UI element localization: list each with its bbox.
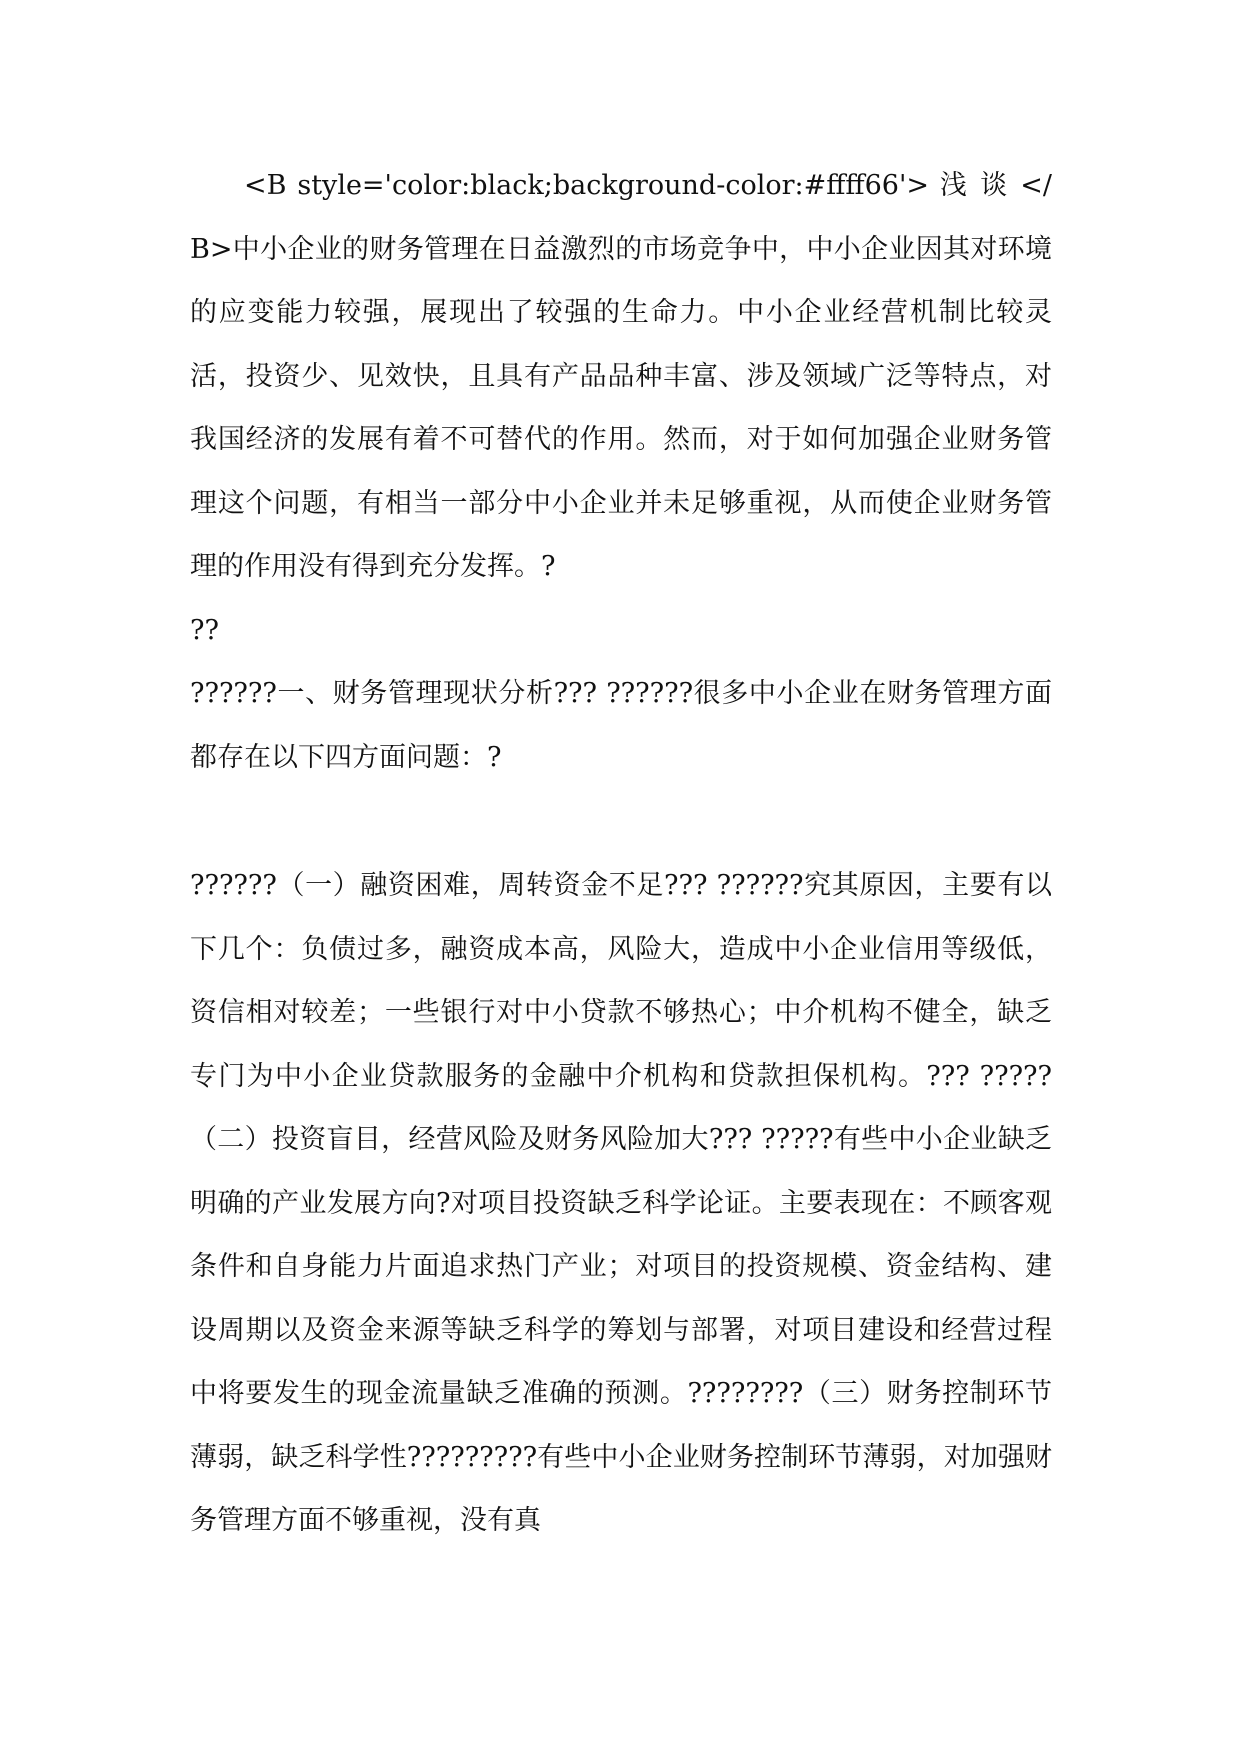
document-body [190,154,1052,1553]
placeholder-line: ?? [190,614,219,646]
financing-problems-paragraph: ??????（一）融资困难，周转资金不足??? ??????究其原因，主要有以下几个：负债过多，融资成本高，风险大，造成中小企业信用等级低，资信相对较差；一些银行对中小贷款不够热心；中介机构不健全，缺乏专门为中小企业贷款服务的金融中介机构和贷款担保机构。??? ?????（二）投资盲目，经营风险及财务风险加大??? ?????有些中小企业缺乏明确的产业发展方向?对项目投资缺乏科学论证。主要表现在：不顾客观条件和自身能力片面追求热门产业；对项目的投资规模、资金结构、建设周期以及资金来源等缺乏科学的筹划与部署，对项目建设和经营过程中将要发生的现金流量缺乏准确的预测。????????（三）财务控制环节薄弱，缺乏科学性?????????有些中小企业财务控制环节薄弱，对加强财务管理方面不够重视，没有真 [190,870,1052,1536]
intro-paragraph: <B style='color:black;background-color:#ffff66'> 浅 谈 </B>中小企业的财务管理在日益激烈的市场竞争中，中小企业因其对环境的应变能力较强，展现出了较强的生命力。中小企业经营机制比较灵活，投资少、见效快，且具有产品品种丰富、涉及领域广泛等特点，对我国经济的发展有着不可替代的作用。然而，对于如何加强企业财务管理这个问题，有相当一部分中小企业并未足够重视，从而使企业财务管理的作用没有得到充分发挥。? [190,170,1052,582]
paragraph-spacer [190,789,1052,854]
section-one-heading-paragraph: ??????一、财务管理现状分析??? ??????很多中小企业在财务管理方面都存在以下四方面问题：? [190,678,1052,773]
